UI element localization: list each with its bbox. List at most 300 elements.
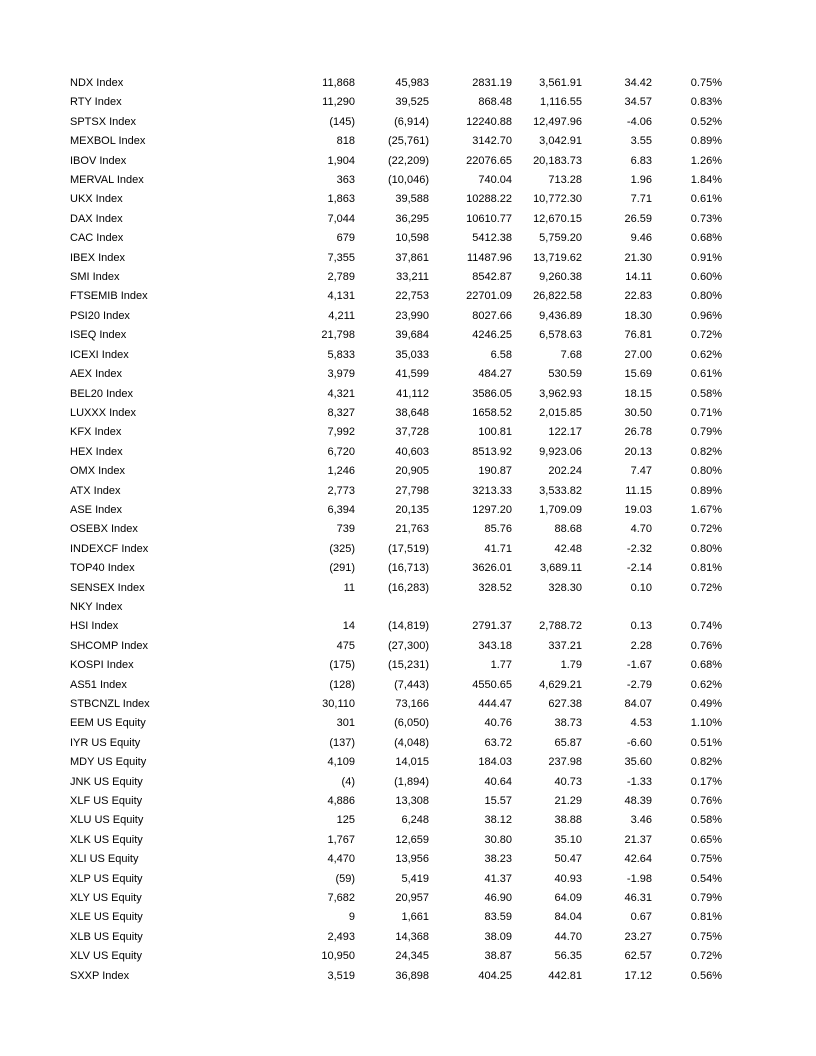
ticker-cell: IBOV Index xyxy=(70,154,127,167)
table-row xyxy=(70,171,722,190)
col6-cell: 0.58% xyxy=(690,387,722,400)
col5-cell: 14.11 xyxy=(625,271,652,284)
col2-cell: (4,048) xyxy=(394,736,429,749)
table-row xyxy=(70,947,722,966)
col5-cell: -2.32 xyxy=(626,542,652,555)
col4-cell: 3,042.91 xyxy=(539,135,582,148)
col1-cell: (175) xyxy=(329,659,355,672)
col4-cell: 2,015.85 xyxy=(539,406,582,419)
col6-cell: 0.91% xyxy=(690,251,722,264)
col3-cell: 38.09 xyxy=(484,930,512,943)
col1-cell: 2,773 xyxy=(327,484,355,497)
table-row xyxy=(70,113,722,132)
ticker-cell: OSEBX Index xyxy=(70,523,138,536)
ticker-cell: TOP40 Index xyxy=(70,562,135,575)
col3-cell: 40.64 xyxy=(484,775,512,788)
col5-cell: 21.30 xyxy=(624,251,652,264)
ticker-cell: ICEXI Index xyxy=(70,348,129,361)
col1-cell: 4,321 xyxy=(327,387,355,400)
col3-cell: 190.87 xyxy=(478,465,512,478)
col5-cell: 76.81 xyxy=(624,329,652,342)
ticker-cell: SPTSX Index xyxy=(70,115,137,128)
col4-cell: 42.48 xyxy=(554,542,582,555)
col5-cell: 6.83 xyxy=(630,154,652,167)
ticker-cell: INDEXCF Index xyxy=(70,542,149,555)
col2-cell: 36,898 xyxy=(395,969,429,982)
col1-cell: 4,470 xyxy=(327,853,355,866)
col4-cell: 4,629.21 xyxy=(539,678,582,691)
col1-cell: 4,131 xyxy=(327,290,355,303)
table-row xyxy=(70,268,722,287)
col1-cell: 7,992 xyxy=(327,426,355,439)
col5-cell: 42.64 xyxy=(624,853,652,866)
col1-cell: 7,355 xyxy=(327,251,355,264)
col3-cell: 484.27 xyxy=(478,368,512,381)
table-row xyxy=(70,482,722,501)
col6-cell: 0.80% xyxy=(690,465,722,478)
col2-cell: (16,713) xyxy=(388,562,429,575)
col5-cell: 1.96 xyxy=(630,174,652,187)
col5-cell: 20.13 xyxy=(624,445,652,458)
col6-cell: 0.82% xyxy=(690,445,722,458)
col2-cell: 5,419 xyxy=(401,872,429,885)
ticker-cell: MERVAL Index xyxy=(70,174,144,187)
col4-cell: 122.17 xyxy=(548,426,582,439)
col5-cell: 35.60 xyxy=(624,756,652,769)
col6-cell: 0.74% xyxy=(690,620,722,633)
col2-cell: (1,894) xyxy=(394,775,429,788)
col5-cell: 26.78 xyxy=(624,426,652,439)
col2-cell: 1,661 xyxy=(401,911,429,924)
col3-cell: 38.12 xyxy=(484,814,512,827)
table-row xyxy=(70,850,722,869)
col1-cell: 1,863 xyxy=(327,193,355,206)
col5-cell: 19.03 xyxy=(624,503,652,516)
table-row xyxy=(70,443,722,462)
col6-cell: 0.89% xyxy=(690,135,722,148)
col2-cell: (14,819) xyxy=(388,620,429,633)
col1-cell: 125 xyxy=(336,814,355,827)
col4-cell: 1,116.55 xyxy=(539,96,582,109)
col5-cell: -6.60 xyxy=(626,736,652,749)
col6-cell: 0.72% xyxy=(690,581,722,594)
col5-cell: 30.50 xyxy=(624,406,652,419)
col2-cell: 39,588 xyxy=(395,193,429,206)
ticker-cell: XLV US Equity xyxy=(70,950,142,963)
col4-cell: 12,670.15 xyxy=(533,212,582,225)
col4-cell: 10,772.30 xyxy=(533,193,582,206)
col6-cell: 1.67% xyxy=(690,503,722,516)
ticker-cell: UKX Index xyxy=(70,193,123,206)
ticker-cell: NDX Index xyxy=(70,77,124,89)
table-row xyxy=(70,307,722,326)
col3-cell: 740.04 xyxy=(478,174,512,187)
col1-cell: 475 xyxy=(336,639,355,652)
col4-cell: 328.30 xyxy=(548,581,582,594)
table-row xyxy=(70,753,722,772)
col4-cell: 56.35 xyxy=(554,950,582,963)
table-row xyxy=(70,714,722,733)
table-row xyxy=(70,792,722,811)
ticker-cell: SENSEX Index xyxy=(70,581,145,594)
col2-cell: 37,861 xyxy=(395,251,429,264)
table-row xyxy=(70,501,722,520)
col1-cell: 4,109 xyxy=(327,756,355,769)
col4-cell: 202.24 xyxy=(548,465,582,478)
col3-cell: 8513.92 xyxy=(472,445,512,458)
table-body xyxy=(70,74,722,986)
col3-cell: 22701.09 xyxy=(466,290,512,303)
index-table xyxy=(70,74,722,986)
col3-cell: 1297.20 xyxy=(472,503,512,516)
col4-cell: 9,260.38 xyxy=(539,271,582,284)
col5-cell: 26.59 xyxy=(624,212,652,225)
col1-cell: 11 xyxy=(343,581,355,594)
col4-cell: 44.70 xyxy=(554,930,582,943)
table-row xyxy=(70,579,722,598)
table-row xyxy=(70,773,722,792)
col4-cell: 3,962.93 xyxy=(539,387,582,400)
col2-cell: (6,050) xyxy=(394,717,429,730)
col2-cell: 27,798 xyxy=(395,484,429,497)
col6-cell: 0.68% xyxy=(690,659,722,672)
col1-cell: (4) xyxy=(341,775,355,788)
col2-cell: (17,519) xyxy=(388,542,429,555)
col3-cell: 11487.96 xyxy=(466,251,512,264)
table-row xyxy=(70,598,722,617)
ticker-cell: STBCNZL Index xyxy=(70,698,150,710)
col6-cell: 0.80% xyxy=(690,542,722,555)
table-row xyxy=(70,93,722,112)
table-row xyxy=(70,74,722,93)
ticker-cell: XLF US Equity xyxy=(70,795,143,808)
col4-cell: 21.29 xyxy=(554,795,582,808)
col2-cell: (27,300) xyxy=(388,639,429,652)
col3-cell: 1.77 xyxy=(490,659,512,672)
table-row xyxy=(70,190,722,209)
col4-cell: 1.79 xyxy=(560,659,582,672)
table-row xyxy=(70,346,722,365)
col4-cell: 9,923.06 xyxy=(539,445,582,458)
col1-cell: 818 xyxy=(336,135,355,148)
col4-cell: 237.98 xyxy=(548,756,582,769)
col4-cell: 20,183.73 xyxy=(533,154,582,167)
col4-cell: 7.68 xyxy=(560,348,582,361)
table-row xyxy=(70,734,722,753)
col6-cell: 0.62% xyxy=(690,678,722,691)
ticker-cell: XLP US Equity xyxy=(70,872,143,885)
col6-cell: 0.82% xyxy=(690,756,722,769)
col5-cell: 48.39 xyxy=(624,795,652,808)
col3-cell: 404.25 xyxy=(478,969,512,982)
ticker-cell: HEX Index xyxy=(70,445,123,458)
ticker-cell: EEM US Equity xyxy=(70,717,146,730)
col1-cell: 2,493 xyxy=(327,930,355,943)
ticker-cell: XLK US Equity xyxy=(70,833,143,846)
table-row xyxy=(70,559,722,578)
col4-cell: 3,533.82 xyxy=(539,484,582,497)
col6-cell: 0.72% xyxy=(690,329,722,342)
ticker-cell: OMX Index xyxy=(70,465,126,478)
col6-cell: 0.54% xyxy=(690,872,722,885)
ticker-cell: MEXBOL Index xyxy=(70,135,146,148)
col5-cell: 4.53 xyxy=(630,717,652,730)
col1-cell: (145) xyxy=(329,115,355,128)
table-row xyxy=(70,423,722,442)
col4-cell: 64.09 xyxy=(554,892,582,905)
col4-cell: 1,709.09 xyxy=(539,503,582,516)
col2-cell: 14,015 xyxy=(395,756,429,769)
col3-cell: 343.18 xyxy=(478,639,512,652)
col1-cell: 14 xyxy=(342,620,355,633)
col3-cell: 3586.05 xyxy=(472,387,512,400)
col6-cell: 0.61% xyxy=(690,368,722,381)
col3-cell: 40.76 xyxy=(484,717,512,730)
ticker-cell: IYR US Equity xyxy=(70,736,141,749)
col5-cell: 34.57 xyxy=(624,96,652,109)
col4-cell: 713.28 xyxy=(548,174,582,187)
table-row xyxy=(70,249,722,268)
col2-cell: (25,761) xyxy=(388,135,429,148)
col6-cell: 0.68% xyxy=(690,232,722,245)
col2-cell: 21,763 xyxy=(395,523,429,536)
col3-cell: 63.72 xyxy=(484,736,512,749)
col6-cell: 0.73% xyxy=(690,212,722,225)
table-row xyxy=(70,365,722,384)
col1-cell xyxy=(315,598,355,617)
col3-cell xyxy=(429,598,512,617)
ticker-cell: XLU US Equity xyxy=(70,814,144,827)
col3-cell: 12240.88 xyxy=(466,115,512,128)
col1-cell: 9 xyxy=(348,911,355,924)
table-row xyxy=(70,326,722,345)
col2-cell: 14,368 xyxy=(395,930,429,943)
col4-cell: 3,689.11 xyxy=(539,562,582,575)
col6-cell: 1.26% xyxy=(690,154,722,167)
col1-cell: 679 xyxy=(336,232,355,245)
col2-cell: (10,046) xyxy=(388,174,429,187)
ticker-cell: IBEX Index xyxy=(70,251,126,264)
col3-cell: 8027.66 xyxy=(472,309,512,322)
col5-cell: 15.69 xyxy=(624,368,652,381)
col4-cell xyxy=(512,598,582,617)
col4-cell: 5,759.20 xyxy=(539,232,582,245)
col2-cell: 12,659 xyxy=(395,833,429,846)
col4-cell: 12,497.96 xyxy=(533,115,582,128)
col5-cell: 7.71 xyxy=(630,193,652,206)
col2-cell: 23,990 xyxy=(395,309,429,322)
col6-cell: 0.65% xyxy=(690,833,722,846)
ticker-cell: SMI Index xyxy=(70,271,120,284)
col1-cell: (59) xyxy=(335,872,355,885)
col1-cell: 8,327 xyxy=(327,406,355,419)
col5-cell: -1.98 xyxy=(626,872,652,885)
col4-cell: 84.04 xyxy=(554,911,582,924)
table-row xyxy=(70,617,722,636)
col1-cell: 2,789 xyxy=(327,271,355,284)
table-row xyxy=(70,637,722,656)
table-row xyxy=(70,520,722,539)
col4-cell: 9,436.89 xyxy=(539,309,582,322)
col2-cell: 20,905 xyxy=(395,465,429,478)
col2-cell: (15,231) xyxy=(388,659,429,672)
col5-cell: 0.67 xyxy=(630,911,652,924)
col6-cell xyxy=(652,598,722,617)
col5-cell: -1.67 xyxy=(626,659,652,672)
col5-cell: 7.47 xyxy=(630,465,652,478)
col5-cell: 27.00 xyxy=(624,348,652,361)
col1-cell: 363 xyxy=(336,174,355,187)
col5-cell: 4.70 xyxy=(630,523,652,536)
col1-cell: 11,290 xyxy=(322,96,355,109)
col3-cell: 2831.19 xyxy=(472,77,512,89)
table-row xyxy=(70,229,722,248)
col2-cell: 45,983 xyxy=(395,77,429,89)
col2-cell xyxy=(355,598,429,617)
col3-cell: 38.23 xyxy=(484,853,512,866)
col1-cell: (325) xyxy=(329,542,355,555)
col1-cell: 6,720 xyxy=(327,445,355,458)
table-row xyxy=(70,287,722,306)
col3-cell: 2791.37 xyxy=(472,620,512,633)
col1-cell: 4,886 xyxy=(327,795,355,808)
col6-cell: 0.79% xyxy=(690,892,722,905)
col4-cell: 65.87 xyxy=(554,736,582,749)
col5-cell: 21.37 xyxy=(624,833,652,846)
ticker-cell: KOSPI Index xyxy=(70,659,134,672)
col3-cell: 3626.01 xyxy=(472,562,512,575)
table-row xyxy=(70,676,722,695)
col4-cell: 38.73 xyxy=(554,717,582,730)
col1-cell: 4,211 xyxy=(328,309,355,322)
col1-cell: 3,979 xyxy=(327,368,355,381)
ticker-cell: PSI20 Index xyxy=(70,309,130,322)
col6-cell: 0.75% xyxy=(690,930,722,943)
col6-cell: 0.51% xyxy=(690,736,722,749)
col1-cell: 739 xyxy=(336,523,355,536)
ticker-cell: SXXP Index xyxy=(70,969,130,982)
col3-cell: 184.03 xyxy=(478,756,512,769)
col2-cell: 20,135 xyxy=(395,503,429,516)
col5-cell: 9.46 xyxy=(630,232,652,245)
col5-cell: -2.14 xyxy=(626,562,652,575)
col6-cell: 1.10% xyxy=(690,717,722,730)
col6-cell: 0.56% xyxy=(690,969,722,982)
col3-cell: 5412.38 xyxy=(472,232,512,245)
ticker-cell: ISEQ Index xyxy=(70,329,127,342)
col4-cell: 35.10 xyxy=(554,833,582,846)
ticker-cell: JNK US Equity xyxy=(70,775,143,788)
col6-cell: 0.71% xyxy=(690,406,722,419)
col4-cell: 442.81 xyxy=(548,969,582,982)
col6-cell: 0.52% xyxy=(690,115,722,128)
col2-cell: 41,599 xyxy=(395,368,429,381)
ticker-cell: XLE US Equity xyxy=(70,911,143,924)
col6-cell: 0.81% xyxy=(690,911,722,924)
col2-cell: 40,603 xyxy=(395,445,429,458)
col5-cell: 34.42 xyxy=(624,77,652,89)
col5-cell: 23.27 xyxy=(624,930,652,943)
col3-cell: 6.58 xyxy=(490,348,512,361)
col1-cell: 301 xyxy=(336,717,355,730)
col1-cell: 1,767 xyxy=(327,833,355,846)
col6-cell: 0.61% xyxy=(690,193,722,206)
ticker-cell: LUXXX Index xyxy=(70,406,137,419)
col4-cell: 13,719.62 xyxy=(533,251,582,264)
col5-cell: 46.31 xyxy=(624,892,652,905)
col5-cell: 11.15 xyxy=(625,484,652,497)
table-row xyxy=(70,152,722,171)
col3-cell: 30.80 xyxy=(484,833,512,846)
table-row xyxy=(70,811,722,830)
col2-cell: 35,033 xyxy=(395,348,429,361)
col4-cell: 627.38 xyxy=(548,698,582,710)
col3-cell: 868.48 xyxy=(478,96,512,109)
col2-cell: (6,914) xyxy=(394,115,429,128)
col3-cell: 46.90 xyxy=(484,892,512,905)
col3-cell: 4550.65 xyxy=(472,678,512,691)
table-row xyxy=(70,210,722,229)
col2-cell: 6,248 xyxy=(401,814,429,827)
col5-cell: 17.12 xyxy=(624,969,652,982)
col1-cell: (128) xyxy=(329,678,355,691)
col5-cell: 3.55 xyxy=(630,135,652,148)
table-row xyxy=(70,908,722,927)
col5-cell: 62.57 xyxy=(624,950,652,963)
col3-cell: 10288.22 xyxy=(466,193,512,206)
ticker-cell: DAX Index xyxy=(70,212,123,225)
ticker-cell: XLI US Equity xyxy=(70,853,139,866)
col3-cell: 83.59 xyxy=(484,911,512,924)
col2-cell: (22,209) xyxy=(388,154,429,167)
col1-cell: 1,904 xyxy=(327,154,355,167)
col2-cell: 37,728 xyxy=(395,426,429,439)
col3-cell: 444.47 xyxy=(478,698,512,710)
col3-cell: 10610.77 xyxy=(466,212,512,225)
col3-cell: 38.87 xyxy=(484,950,512,963)
col2-cell: (7,443) xyxy=(394,678,429,691)
col4-cell: 40.93 xyxy=(554,872,582,885)
col5-cell xyxy=(582,598,652,617)
ticker-cell: AEX Index xyxy=(70,368,122,381)
col3-cell: 328.52 xyxy=(478,581,512,594)
ticker-cell: XLY US Equity xyxy=(70,892,142,905)
table-row xyxy=(70,695,722,714)
col3-cell: 22076.65 xyxy=(466,154,512,167)
col2-cell: 39,684 xyxy=(395,329,429,342)
col3-cell: 15.57 xyxy=(484,795,512,808)
col2-cell: 36,295 xyxy=(395,212,429,225)
ticker-cell: FTSEMIB Index xyxy=(70,290,148,303)
col6-cell: 0.83% xyxy=(690,96,722,109)
col2-cell: 38,648 xyxy=(395,406,429,419)
ticker-cell: ASE Index xyxy=(70,503,122,516)
col6-cell: 0.81% xyxy=(690,562,722,575)
table-row xyxy=(70,889,722,908)
col6-cell: 0.17% xyxy=(690,775,722,788)
col4-cell: 6,578.63 xyxy=(539,329,582,342)
col4-cell: 26,822.58 xyxy=(533,290,582,303)
col6-cell: 0.72% xyxy=(690,950,722,963)
col1-cell: 10,950 xyxy=(321,950,355,963)
col6-cell: 0.75% xyxy=(690,77,722,89)
col5-cell: 84.07 xyxy=(624,698,652,710)
ticker-cell: KFX Index xyxy=(70,426,122,439)
table-row xyxy=(70,132,722,151)
ticker-cell: CAC Index xyxy=(70,232,124,245)
col6-cell: 1.84% xyxy=(690,174,722,187)
col5-cell: 22.83 xyxy=(624,290,652,303)
